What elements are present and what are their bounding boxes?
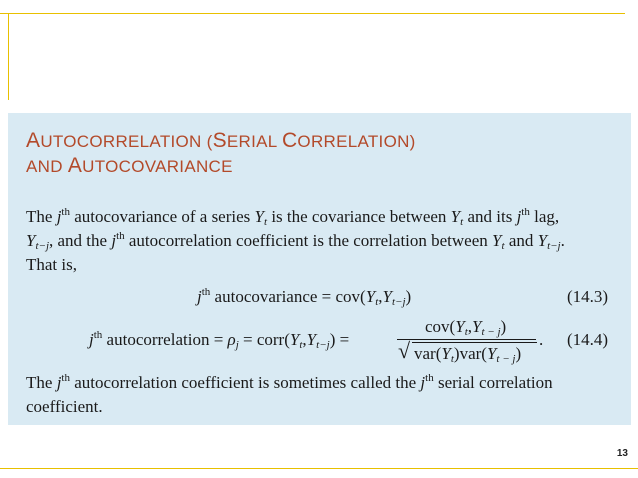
paragraph-line: The $j^{th}$ autocorrelation coefficient is sometimes called the $j^{th}$ serial correlation <box>26 372 553 392</box>
box-title-line-1 <box>26 129 416 154</box>
accent-line-top <box>0 13 625 14</box>
equation-number-14-4: (14.4) <box>567 330 609 349</box>
paragraph-line: coefficient. <box>26 397 103 416</box>
paragraph-line: $Y_{t-j}$, and the $j^{th}$ autocorrelation coefficient is the correlation between $Y_t$ and $Y_{t-j}$. <box>26 230 565 252</box>
title-fragment: A <box>67 154 83 177</box>
title-fragment: ORRELATION) <box>297 132 416 151</box>
fraction-bar <box>397 339 536 340</box>
fraction-numerator: $cov(Y_t,Y_{t - j})$ <box>425 317 507 338</box>
title-fragment: UTOCOVARIANCE <box>82 157 233 176</box>
accent-line-left <box>8 13 9 100</box>
title-fragment: A <box>26 129 41 152</box>
paragraph-line: That is, <box>26 255 77 274</box>
title-fragment: C <box>281 129 298 152</box>
slide-number: 13 <box>616 448 628 459</box>
title-fragment: ERIAL <box>226 132 282 151</box>
closing-paragraph <box>26 371 616 419</box>
equation-autocovariance: $j^{th}$ autocovariance = $cov(Y_t,Y_{t-j})$ <box>197 286 412 308</box>
fraction-denominator: $var(Y_t)var(Y_{t - j})$ <box>414 344 522 365</box>
equation-autocorrelation: $j^{th}$ autocorrelation = $\rho_j$ = $corr(Y_t,Y_{t-j})$ = <box>89 329 350 351</box>
title-fragment: UTOCORRELATION ( <box>40 132 213 151</box>
equation-number-14-3: (14.3) <box>567 287 609 306</box>
sqrt-icon: √ <box>398 338 411 363</box>
title-fragment: AND <box>26 157 68 176</box>
definition-paragraph <box>26 205 616 277</box>
equation-period: . <box>539 330 544 349</box>
accent-line-bottom <box>0 468 638 469</box>
box-title <box>26 129 416 179</box>
paragraph-line: The $j^{th}$ autocovariance of a series $Y_t$ is the covariance between $Y_t$ and its $j^{th}$ lag, <box>26 206 560 228</box>
title-fragment: S <box>212 129 227 152</box>
box-title-line-2 <box>26 154 416 179</box>
